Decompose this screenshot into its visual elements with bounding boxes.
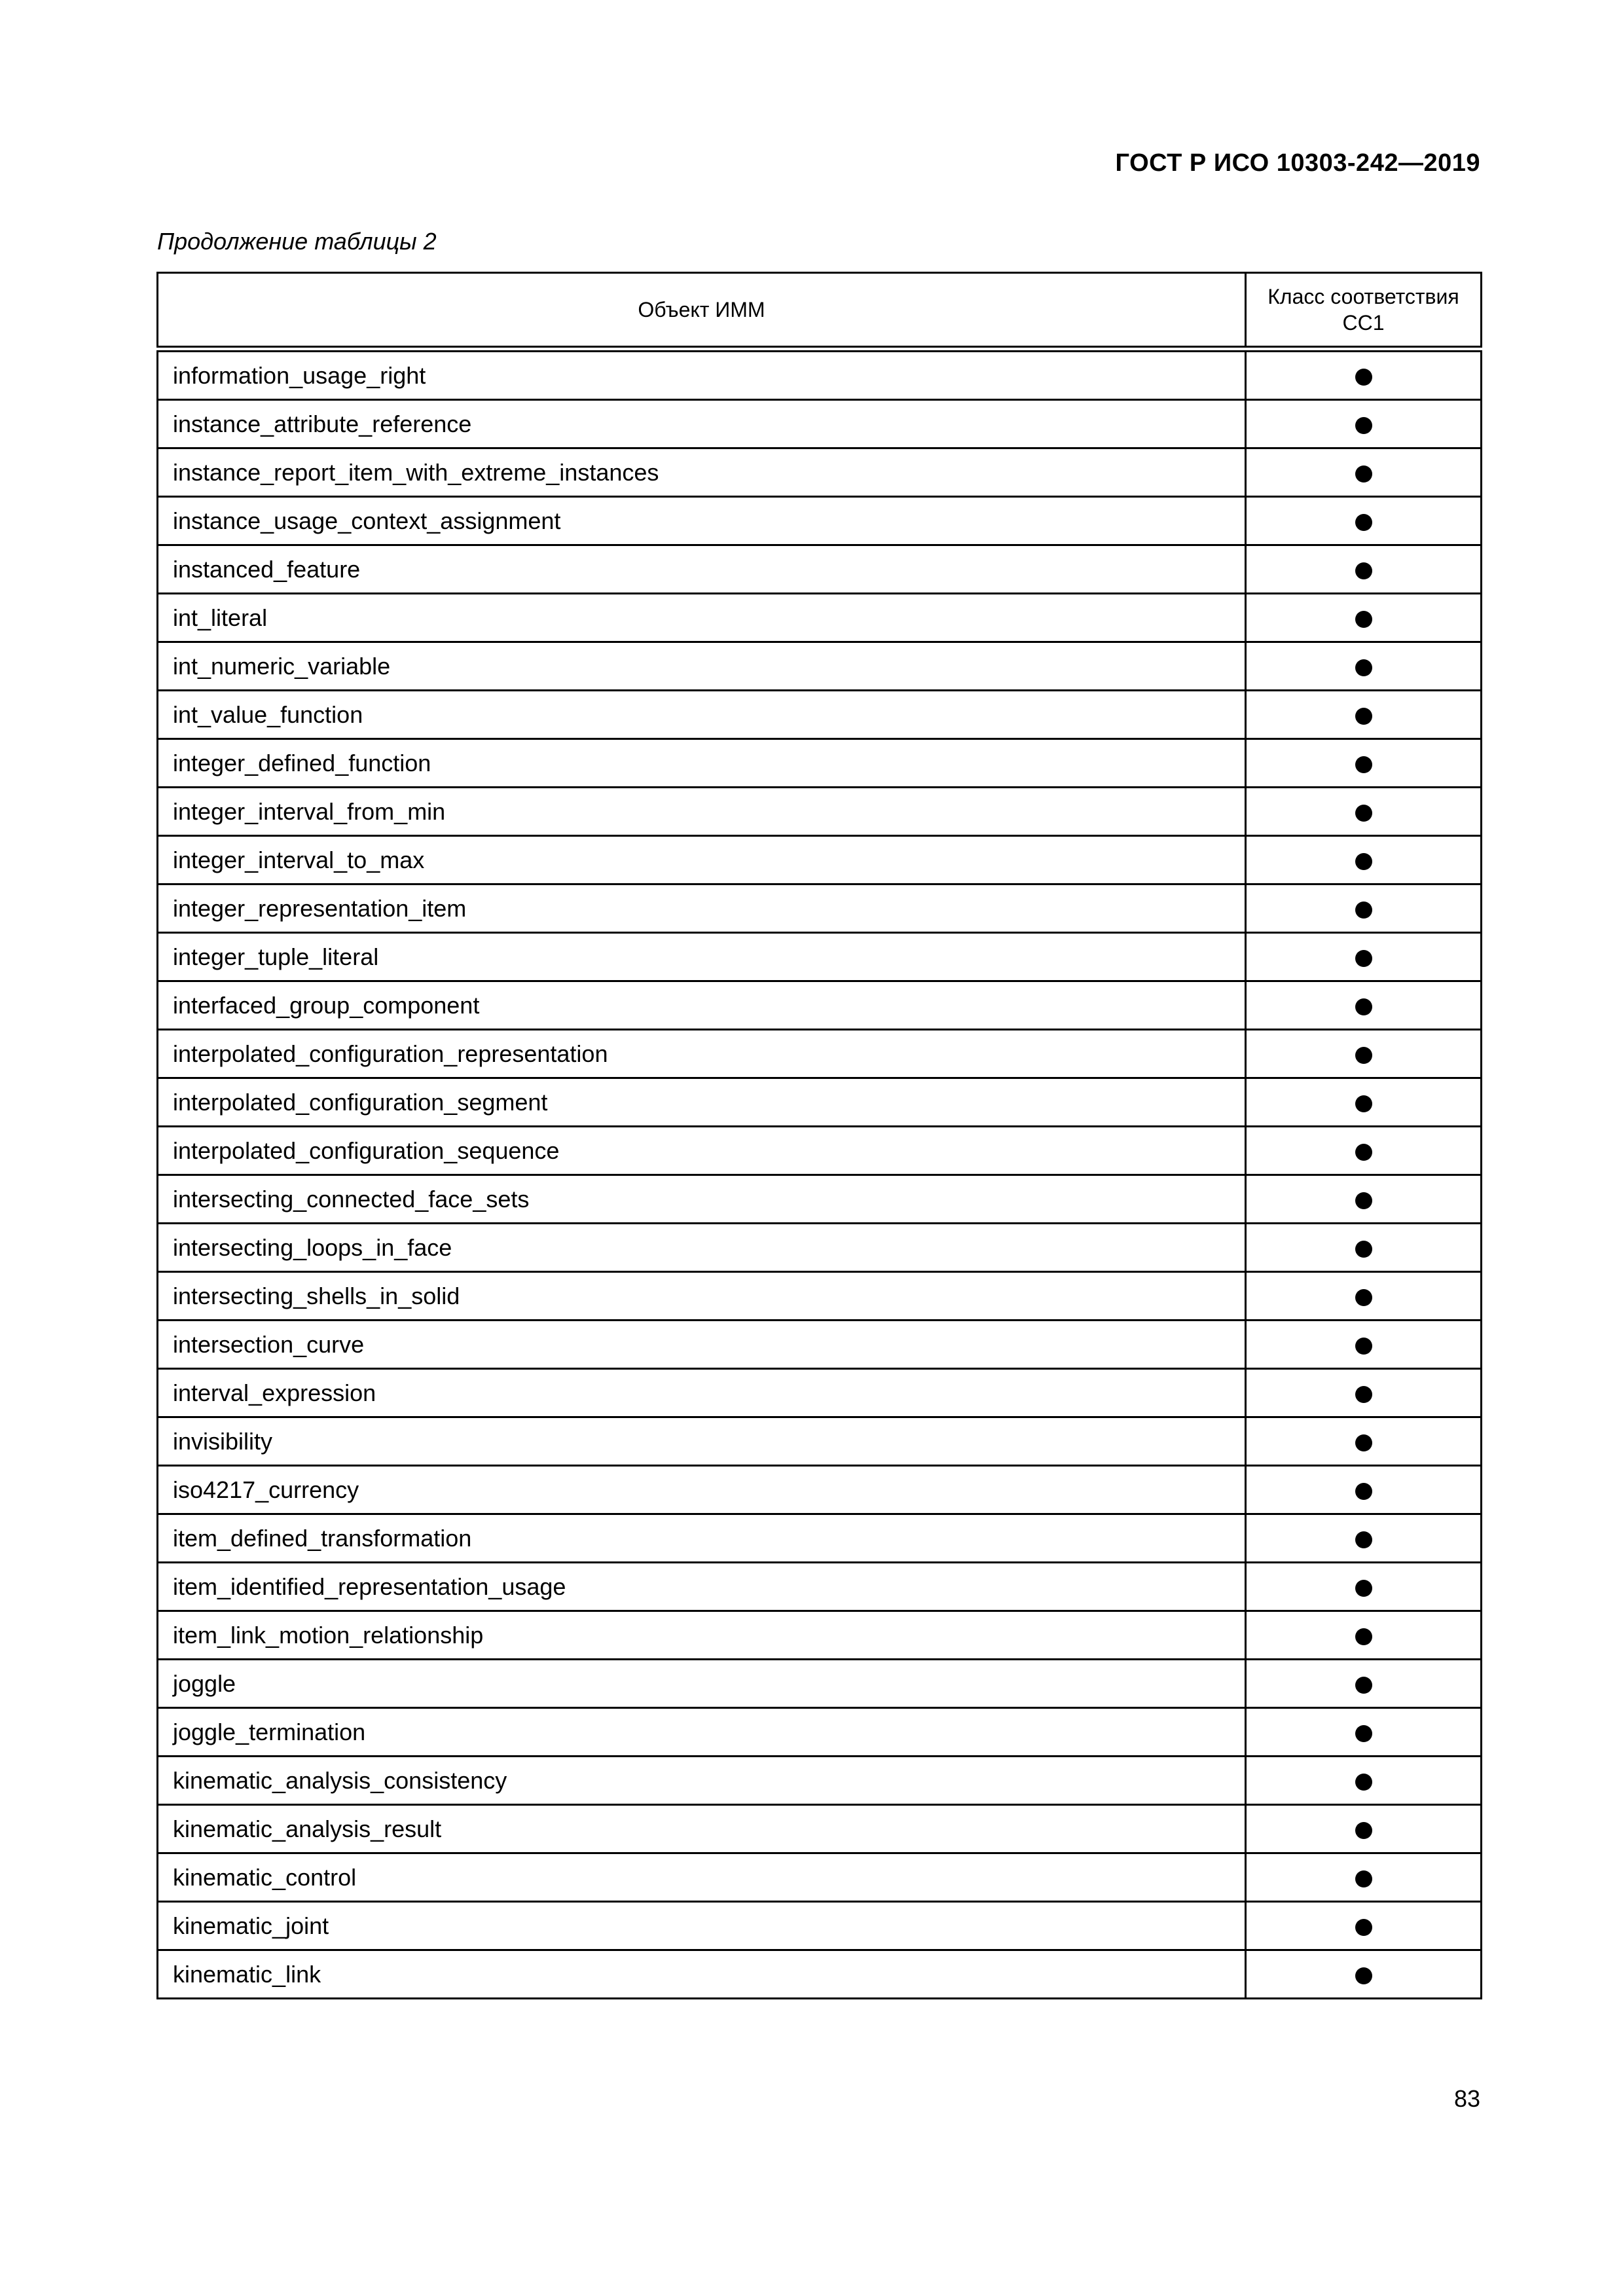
object-name-cell: interpolated_configuration_representation — [158, 1030, 1246, 1078]
table-row — [158, 1030, 1482, 1078]
table-row — [158, 836, 1482, 884]
conformance-mark-cell — [1246, 1466, 1482, 1514]
table-row — [158, 497, 1482, 545]
conformance-mark-cell — [1246, 1127, 1482, 1175]
conformance-mark-cell — [1246, 1514, 1482, 1563]
conformance-mark-cell — [1246, 1417, 1482, 1466]
object-name-cell: kinematic_joint — [158, 1902, 1246, 1950]
conformance-mark-cell — [1246, 1030, 1482, 1078]
table-row — [158, 1757, 1482, 1805]
object-name-cell: iso4217_currency — [158, 1466, 1246, 1514]
object-name-cell: integer_interval_to_max — [158, 836, 1246, 884]
object-name-cell: kinematic_control — [158, 1853, 1246, 1902]
conformance-mark-cell — [1246, 1369, 1482, 1417]
table-header-row — [158, 273, 1482, 350]
table-row — [158, 933, 1482, 981]
object-name-cell: interfaced_group_component — [158, 981, 1246, 1030]
object-name-cell: joggle_termination — [158, 1708, 1246, 1757]
conformance-mark-cell — [1246, 1321, 1482, 1369]
object-name-cell: item_link_motion_relationship — [158, 1611, 1246, 1660]
conformance-mark-cell — [1246, 1563, 1482, 1611]
filled-circle-icon — [1355, 369, 1372, 386]
conformance-mark-cell — [1246, 836, 1482, 884]
conformance-mark-cell — [1246, 1853, 1482, 1902]
conformance-mark-cell — [1246, 545, 1482, 594]
conformance-mark-cell — [1246, 1950, 1482, 1999]
table-row — [158, 1078, 1482, 1127]
conformance-mark-cell — [1246, 448, 1482, 497]
object-name-cell: interpolated_configuration_segment — [158, 1078, 1246, 1127]
filled-circle-icon — [1355, 417, 1372, 434]
object-name-cell: interpolated_configuration_sequence — [158, 1127, 1246, 1175]
object-name-cell: kinematic_analysis_result — [158, 1805, 1246, 1853]
conformance-mark-cell — [1246, 497, 1482, 545]
filled-circle-icon — [1355, 1870, 1372, 1887]
table-row — [158, 1127, 1482, 1175]
class-header-line1: Класс соответствия — [1267, 285, 1459, 308]
table-body — [158, 349, 1482, 1999]
table-row — [158, 788, 1482, 836]
class-header-line2: СС1 — [1342, 311, 1385, 335]
filled-circle-icon — [1355, 902, 1372, 919]
filled-circle-icon — [1355, 1483, 1372, 1500]
filled-circle-icon — [1355, 1822, 1372, 1839]
conformance-mark-cell — [1246, 933, 1482, 981]
page-number: 83 — [1453, 2085, 1480, 2112]
table-row — [158, 739, 1482, 788]
table-row — [158, 1660, 1482, 1708]
filled-circle-icon — [1355, 998, 1372, 1015]
filled-circle-icon — [1355, 950, 1372, 967]
table-row — [158, 448, 1482, 497]
conformance-mark-cell — [1246, 349, 1482, 400]
filled-circle-icon — [1355, 1241, 1372, 1258]
conformance-mark-cell — [1246, 594, 1482, 642]
filled-circle-icon — [1355, 514, 1372, 531]
filled-circle-icon — [1355, 465, 1372, 483]
filled-circle-icon — [1355, 1967, 1372, 1984]
object-name-cell: intersecting_shells_in_solid — [158, 1272, 1246, 1321]
table-row — [158, 1563, 1482, 1611]
filled-circle-icon — [1355, 708, 1372, 725]
table-row — [158, 400, 1482, 448]
table-row — [158, 1175, 1482, 1224]
table-row — [158, 594, 1482, 642]
object-name-cell: int_numeric_variable — [158, 642, 1246, 691]
table-row — [158, 691, 1482, 739]
filled-circle-icon — [1355, 562, 1372, 579]
object-name-cell: int_literal — [158, 594, 1246, 642]
conformance-mark-cell — [1246, 1224, 1482, 1272]
object-column-header: Объект ИММ — [158, 273, 1246, 350]
table-row — [158, 1708, 1482, 1757]
conformance-table — [156, 272, 1482, 1999]
table-row — [158, 1514, 1482, 1563]
conformance-mark-cell — [1246, 1272, 1482, 1321]
object-name-cell: intersecting_loops_in_face — [158, 1224, 1246, 1272]
table-row — [158, 1950, 1482, 1999]
filled-circle-icon — [1355, 1580, 1372, 1597]
document-code: ГОСТ Р ИСО 10303-242—2019 — [1115, 149, 1480, 177]
object-name-cell: intersecting_connected_face_sets — [158, 1175, 1246, 1224]
conformance-mark-cell — [1246, 1611, 1482, 1660]
object-name-cell: item_identified_representation_usage — [158, 1563, 1246, 1611]
class-column-header — [1246, 273, 1482, 350]
conformance-mark-cell — [1246, 1902, 1482, 1950]
conformance-mark-cell — [1246, 1078, 1482, 1127]
conformance-mark-cell — [1246, 981, 1482, 1030]
conformance-mark-cell — [1246, 642, 1482, 691]
object-name-cell: intersection_curve — [158, 1321, 1246, 1369]
filled-circle-icon — [1355, 611, 1372, 628]
filled-circle-icon — [1355, 1289, 1372, 1306]
filled-circle-icon — [1355, 659, 1372, 676]
table-caption: Продолжение таблицы 2 — [157, 228, 437, 255]
filled-circle-icon — [1355, 1774, 1372, 1791]
filled-circle-icon — [1355, 1338, 1372, 1355]
object-name-cell: instanced_feature — [158, 545, 1246, 594]
conformance-mark-cell — [1246, 1660, 1482, 1708]
filled-circle-icon — [1355, 1919, 1372, 1936]
object-name-cell: int_value_function — [158, 691, 1246, 739]
filled-circle-icon — [1355, 1531, 1372, 1548]
filled-circle-icon — [1355, 1047, 1372, 1064]
filled-circle-icon — [1355, 1725, 1372, 1742]
object-name-cell: instance_report_item_with_extreme_instances — [158, 448, 1246, 497]
table-row — [158, 1417, 1482, 1466]
table-row — [158, 1224, 1482, 1272]
table-row — [158, 1902, 1482, 1950]
table-row — [158, 545, 1482, 594]
conformance-mark-cell — [1246, 788, 1482, 836]
object-name-cell: integer_representation_item — [158, 884, 1246, 933]
filled-circle-icon — [1355, 1386, 1372, 1403]
conformance-mark-cell — [1246, 1708, 1482, 1757]
conformance-mark-cell — [1246, 1175, 1482, 1224]
conformance-mark-cell — [1246, 1757, 1482, 1805]
filled-circle-icon — [1355, 1628, 1372, 1645]
table-row — [158, 1853, 1482, 1902]
object-name-cell: joggle — [158, 1660, 1246, 1708]
filled-circle-icon — [1355, 853, 1372, 870]
object-name-cell: integer_interval_from_min — [158, 788, 1246, 836]
table-row — [158, 349, 1482, 400]
conformance-mark-cell — [1246, 1805, 1482, 1853]
filled-circle-icon — [1355, 1144, 1372, 1161]
filled-circle-icon — [1355, 805, 1372, 822]
table-row — [158, 1369, 1482, 1417]
table-row — [158, 642, 1482, 691]
conformance-mark-cell — [1246, 884, 1482, 933]
object-name-cell: instance_usage_context_assignment — [158, 497, 1246, 545]
filled-circle-icon — [1355, 1677, 1372, 1694]
object-name-cell: item_defined_transformation — [158, 1514, 1246, 1563]
object-name-cell: instance_attribute_reference — [158, 400, 1246, 448]
filled-circle-icon — [1355, 1095, 1372, 1112]
table-row — [158, 1805, 1482, 1853]
table-row — [158, 1321, 1482, 1369]
object-name-cell: kinematic_analysis_consistency — [158, 1757, 1246, 1805]
object-name-cell: information_usage_right — [158, 349, 1246, 400]
object-name-cell: interval_expression — [158, 1369, 1246, 1417]
filled-circle-icon — [1355, 1192, 1372, 1209]
conformance-mark-cell — [1246, 691, 1482, 739]
object-name-cell: integer_defined_function — [158, 739, 1246, 788]
object-name-cell: invisibility — [158, 1417, 1246, 1466]
object-name-cell: integer_tuple_literal — [158, 933, 1246, 981]
table-row — [158, 1611, 1482, 1660]
filled-circle-icon — [1355, 756, 1372, 773]
table-row — [158, 1272, 1482, 1321]
table-row — [158, 1466, 1482, 1514]
object-name-cell: kinematic_link — [158, 1950, 1246, 1999]
conformance-mark-cell — [1246, 739, 1482, 788]
table-row — [158, 884, 1482, 933]
filled-circle-icon — [1355, 1434, 1372, 1451]
table-row — [158, 981, 1482, 1030]
conformance-mark-cell — [1246, 400, 1482, 448]
